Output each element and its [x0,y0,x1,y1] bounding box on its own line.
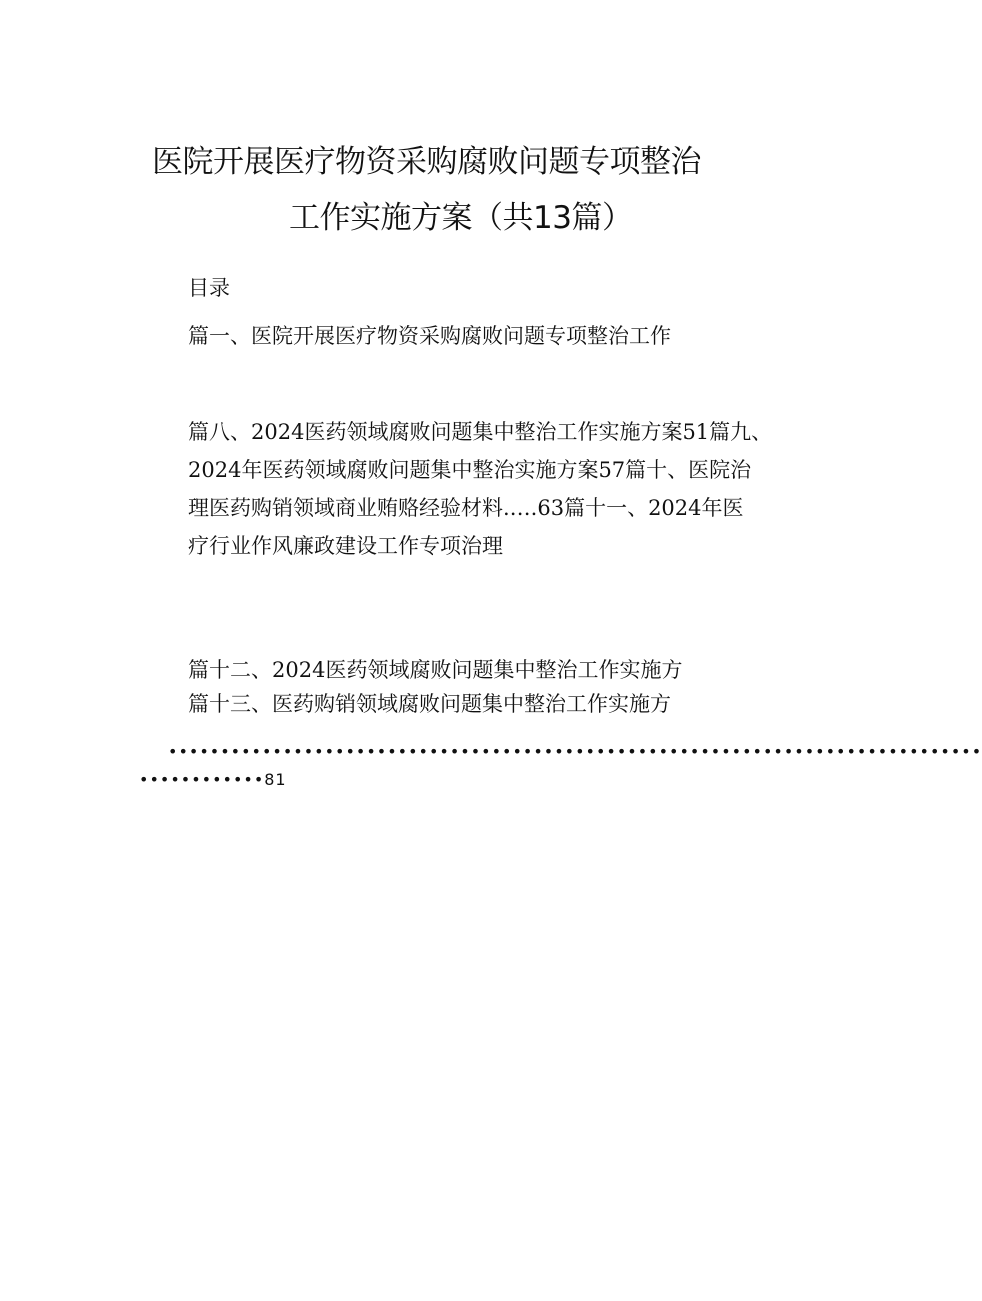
toc-paragraph-line: 2024年医药领域腐败问题集中整治实施方案57篇十、医院治 [188,458,752,482]
toc-paragraph-line: 篇八、2024医药领域腐败问题集中整治工作实施方案51篇九、 [188,420,773,444]
document-title-line-2: 工作实施方案（共13篇） [289,200,633,236]
toc-entry-13: 篇十三、医药购销领域腐败问题集中整治工作实施方 [188,692,671,716]
toc-leader-dots-short: •••••••••••• [139,770,265,789]
toc-paragraph-line: 理医药购销领域商业贿赂经验材料.….63篇十一、2024年医 [188,496,744,520]
toc-page-number: 81 [264,770,287,789]
toc-paragraph-line: 疗行业作风廉政建设工作专项治理 [188,534,503,558]
toc-paragraph [188,418,808,570]
toc-entry-12: 篇十二、2024医药领域腐败问题集中整治工作实施方 [188,658,683,682]
toc-entry-1: 篇一、医院开展医疗物资采购腐败问题专项整治工作 [188,324,671,348]
toc-leader-dots: •••••••••••••••••••••••••••••••••••••••••••••••••••••••••••••••••••••••••••••• [168,742,982,761]
toc-heading: 目录 [188,276,230,300]
toc-leader-page [139,770,287,790]
document-title-line-1: 医院开展医疗物资采购腐败问题专项整治 [152,144,701,180]
